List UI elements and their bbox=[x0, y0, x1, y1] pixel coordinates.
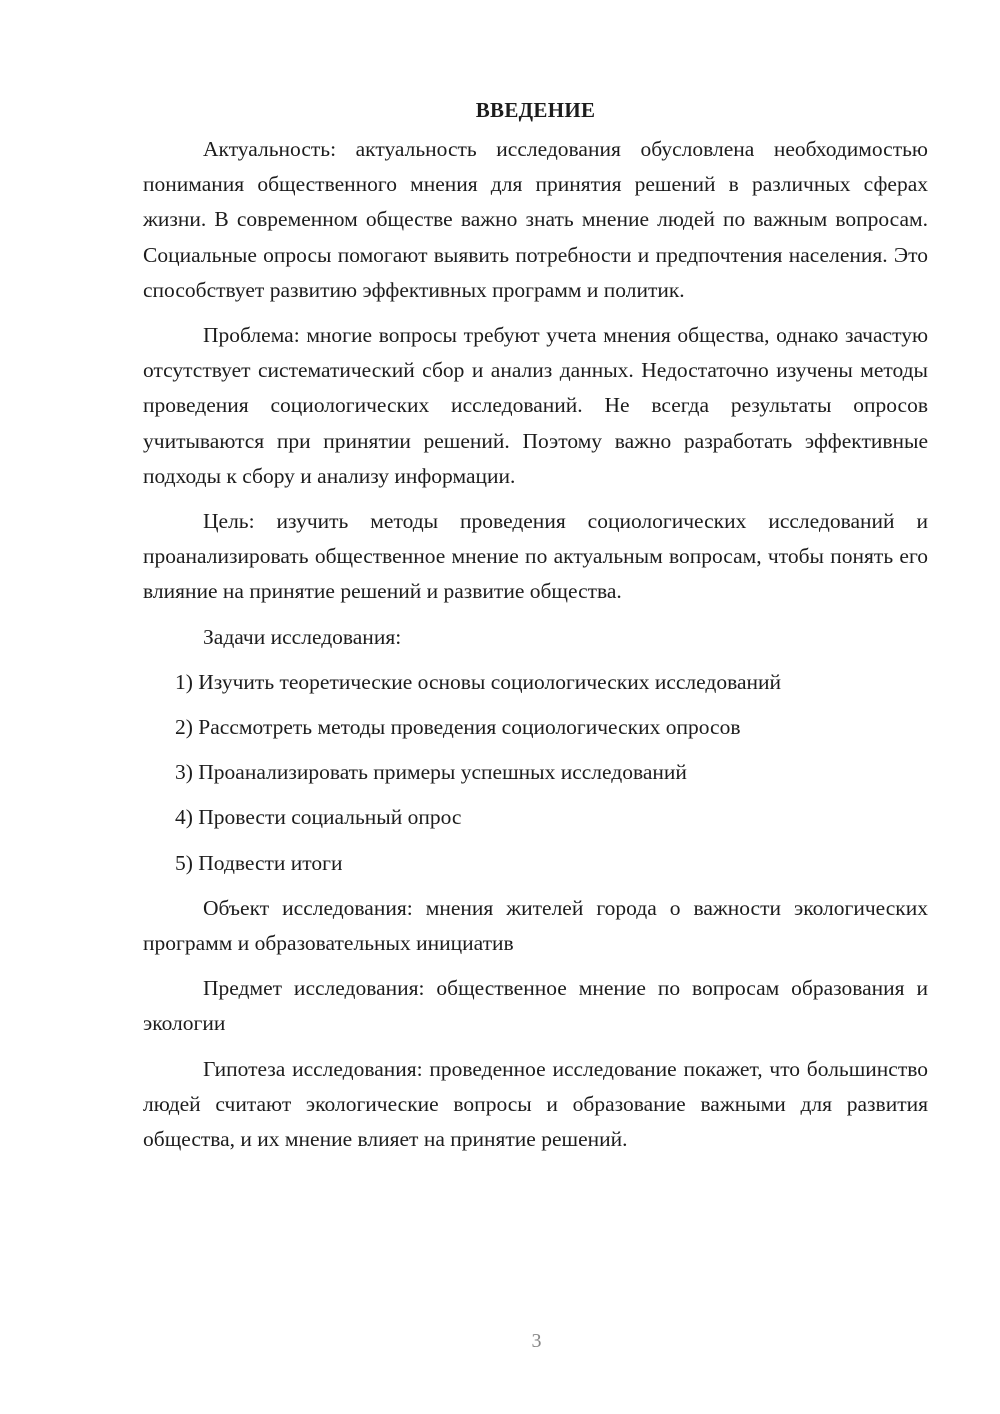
list-item: 2) Рассмотреть методы проведения социологических опросов bbox=[175, 715, 741, 740]
page-number: 3 bbox=[531, 1330, 542, 1352]
document-page bbox=[143, 92, 928, 1157]
tasks-list bbox=[143, 665, 928, 881]
list-item: 3) Проанализировать примеры успешных исследований bbox=[175, 760, 687, 785]
paragraph-hypothesis: Гипотеза исследования: проведенное исследование покажет, что большинство людей считают экологические вопросы и образование важными для развития общества, и их мнение влияет на принятие решений. bbox=[143, 1056, 928, 1152]
paragraph-goal: Цель: изучить методы проведения социологических исследований и проанализировать общественное мнение по актуальным вопросам, чтобы понять его влияние на принятие решений и развитие общества. bbox=[143, 509, 928, 604]
paragraph-relevance: Актуальность: актуальность исследования обусловлена необходимостью понимания общественного мнения для принятия решений в различных сферах жизни. В современном обществе важно знать мнение людей по важным вопросам. Социальные опросы помогают выявить потребности и предпочтения населения. Это способствует развитию эффективных программ и политик. bbox=[143, 137, 928, 302]
list-item: 1) Изучить теоретические основы социологических исследований bbox=[175, 669, 782, 694]
list-item: 4) Провести социальный опрос bbox=[175, 805, 462, 830]
paragraph-problem: Проблема: многие вопросы требуют учета мнения общества, однако зачастую отсутствует систематический сбор и анализ данных. Недостаточно изучены методы проведения социологических исследований. Не всегда результаты опросов учитываются при принятии решений. Поэтому важно разработать эффективные подходы к сбору и анализу информации. bbox=[143, 323, 928, 488]
tasks-heading: Задачи исследования: bbox=[203, 624, 402, 649]
page-title: ВВЕДЕНИЕ bbox=[475, 98, 596, 122]
paragraph-subject: Предмет исследования: общественное мнение по вопросам образования и экологии bbox=[143, 976, 928, 1036]
list-item: 5) Подвести итоги bbox=[175, 850, 343, 875]
paragraph-object: Объект исследования: мнения жителей города о важности экологических программ и образовательных инициатив bbox=[143, 895, 928, 956]
